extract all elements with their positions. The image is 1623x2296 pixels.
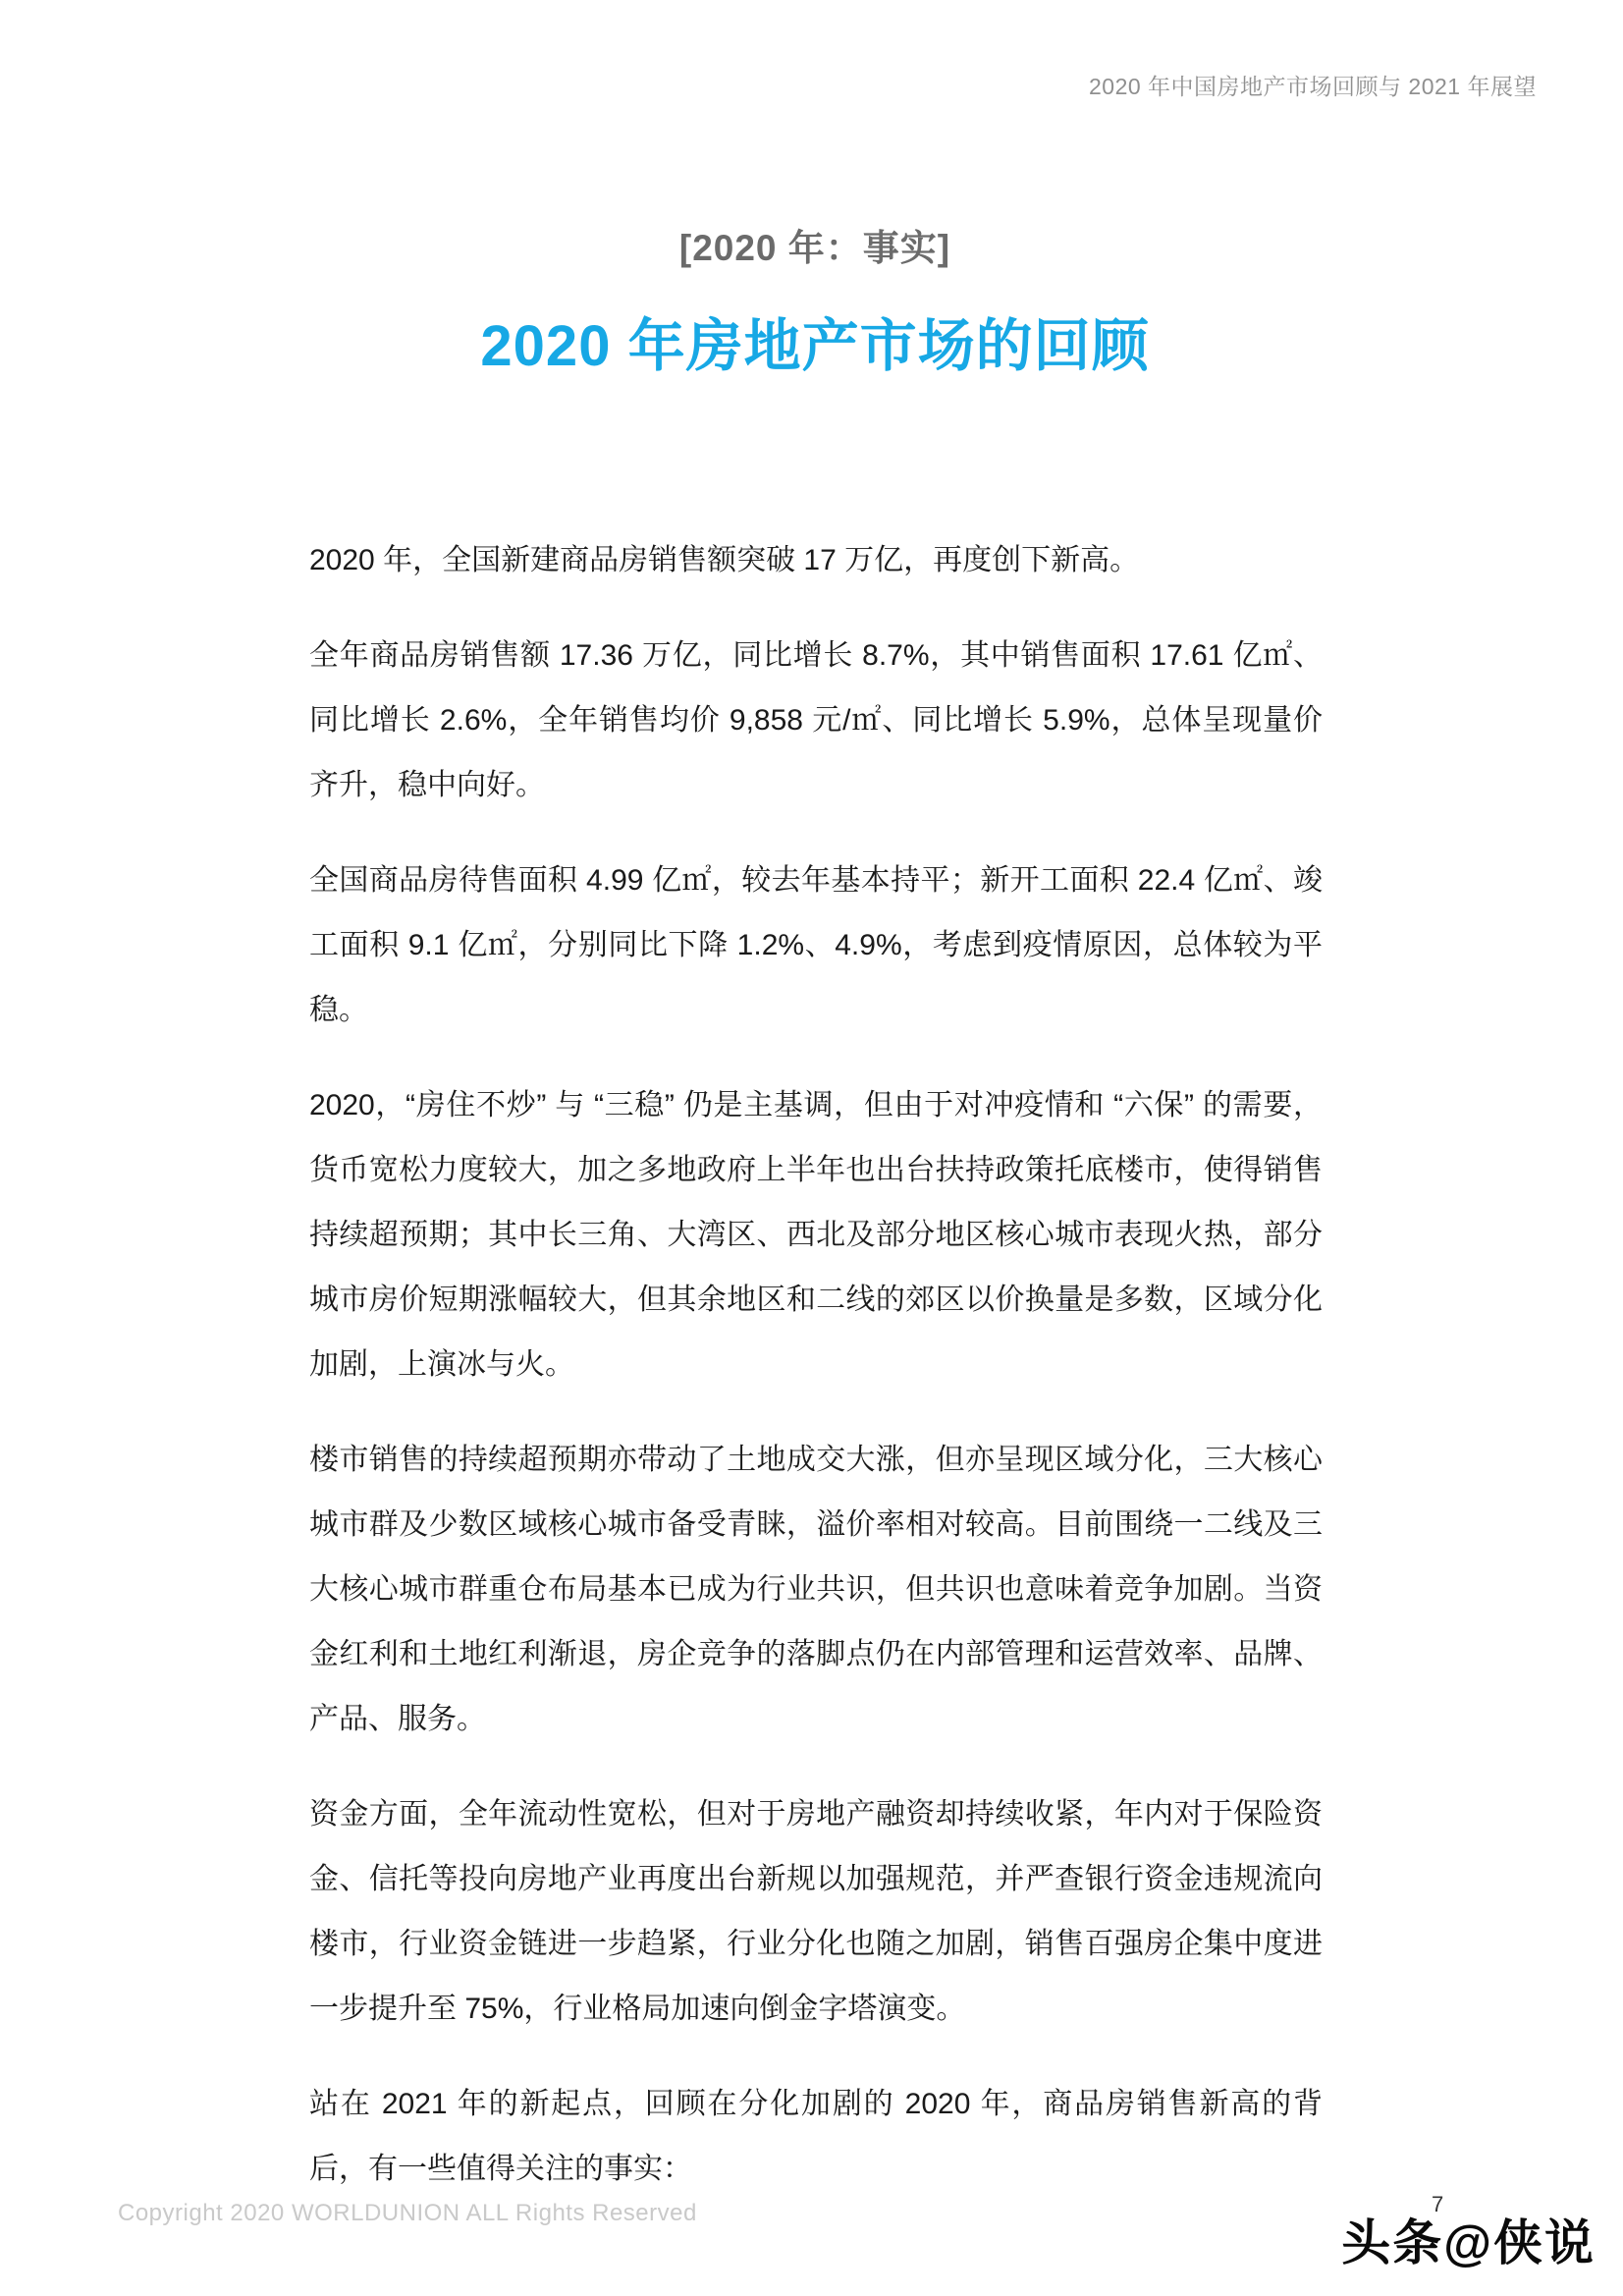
paragraph-2: 全年商品房销售额 17.36 万亿，同比增长 8.7%，其中销售面积 17.61 亿㎡、同比增长 2.6%，全年销售均价 9,858 元/㎡、同比增长 5.9%，总体呈现量价齐升，稳中向好。 bbox=[309, 639, 1323, 801]
running-header: 2020 年中国房地产市场回顾与 2021 年展望 bbox=[1088, 74, 1537, 99]
paragraph-4: 2020，“房住不炒” 与 “三稳” 仍是主基调，但由于对冲疫情和 “六保” 的需要，货币宽松力度较大，加之多地政府上半年也出台扶持政策托底楼市，使得销售持续超预期；其中长三角、大湾区、西北及部分地区核心城市表现火热，部分城市房价短期涨幅较大，但其余地区和二线的郊区以价换量是多数，区域分化加剧，上演冰与火。 bbox=[309, 1089, 1323, 1381]
body-text bbox=[309, 528, 1323, 2232]
page-title: 2020 年房地产市场的回顾 bbox=[480, 314, 1150, 378]
paragraph-7: 站在 2021 年的新起点，回顾在分化加剧的 2020 年，商品房销售新高的背后，有一些值得关注的事实： bbox=[309, 2088, 1323, 2185]
watermark: 头条@侠说 bbox=[1341, 2215, 1596, 2270]
copyright-notice: Copyright 2020 WORLDUNION ALL Rights Reserved bbox=[118, 2200, 697, 2226]
paragraph-6: 资金方面，全年流动性宽松，但对于房地产融资却持续收紧，年内对于保险资金、信托等投向房地产业再度出台新规以加强规范，并严查银行资金违规流向楼市，行业资金链进一步趋紧，行业分化也随之加剧，销售百强房企集中度进一步提升至 75%，行业格局加速向倒金字塔演变。 bbox=[309, 1798, 1323, 2025]
paragraph-3: 全国商品房待售面积 4.99 亿㎡，较去年基本持平；新开工面积 22.4 亿㎡、竣工面积 9.1 亿㎡，分别同比下降 1.2%、4.9%，考虑到疫情原因，总体较为平稳。 bbox=[309, 864, 1323, 1026]
paragraph-5: 楼市销售的持续超预期亦带动了土地成交大涨，但亦呈现区域分化，三大核心城市群及少数区域核心城市备受青睐，溢价率相对较高。目前围绕一二线及三大核心城市群重仓布局基本已成为行业共识，但共识也意味着竞争加剧。当资金红利和土地红利渐退，房企竞争的落脚点仍在内部管理和运营效率、品牌、产品、服务。 bbox=[309, 1444, 1323, 1735]
section-tag: [2020 年：事实] bbox=[678, 228, 951, 268]
page-number: 7 bbox=[1432, 2192, 1444, 2216]
paragraph-1: 2020 年，全国新建商品房销售额突破 17 万亿，再度创下新高。 bbox=[309, 544, 1140, 576]
